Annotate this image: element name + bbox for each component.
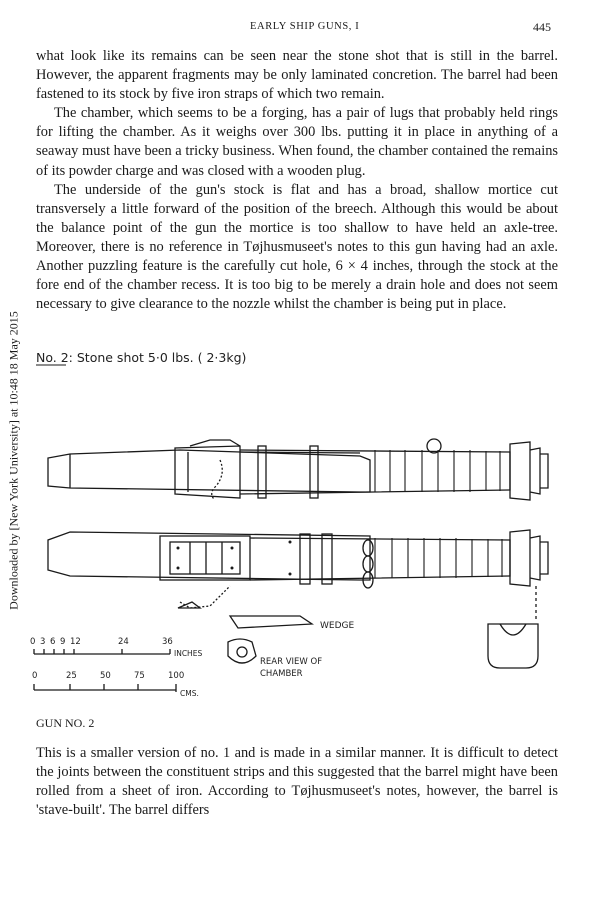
wedge-drawing — [230, 616, 312, 628]
rear-view-label: CHAMBER — [260, 669, 303, 679]
svg-text:50: 50 — [100, 671, 111, 681]
running-head: EARLY SHIP GUNS, I — [250, 21, 360, 32]
figure-caption: No. 2: Stone shot 5·0 lbs. ( 2·3kg) — [36, 350, 247, 365]
download-watermark: Downloaded by [New York University] at 10:48 18 May 2015 — [6, 311, 21, 610]
gun-side-view — [48, 439, 548, 500]
page-number: 445 — [533, 20, 551, 34]
section-heading: GUN NO. 2 — [36, 716, 95, 730]
svg-text:INCHES: INCHES — [174, 649, 203, 658]
svg-text:3: 3 — [40, 637, 46, 647]
paragraph: what look like its remains can be seen near the stone shot that is still in the barrel. However, the apparent fragments may be only laminated concretion. The barrel had been fastened to its stock by five iron straps of which two remain. — [36, 48, 558, 103]
scale-bar-cms — [32, 671, 199, 698]
scale-bar-inches — [30, 637, 202, 658]
paragraph: The underside of the gun's stock is flat and has a broad, shallow mortice cut transversely a little forward of the position of the breech. Although this would be about the balance point of the gun the mortice is too shallow to have held an axle-tree. Moreover, there is no reference in Tøjhusmuseet's notes to this gun having had an axle. Another puzzling feature is the carefully cut hole, 6 × 4 inches, through the stock at the fore end of the chamber recess. It is too big to be merely a drain hole and does not seem necessary to give clearance to the nozzle whilst the chamber is being put in place. — [36, 181, 558, 313]
rear-view-chamber-drawing — [228, 639, 256, 663]
svg-text:0: 0 — [32, 671, 38, 681]
body-text-top — [36, 47, 558, 314]
wedge-label: WEDGE — [320, 621, 355, 631]
svg-text:9: 9 — [60, 637, 66, 647]
svg-text:36: 36 — [162, 637, 173, 647]
rear-view-label: REAR VIEW OF — [260, 657, 323, 667]
svg-text:0: 0 — [30, 637, 36, 647]
svg-text:CMS.: CMS. — [180, 689, 199, 698]
svg-text:75: 75 — [134, 671, 145, 681]
paragraph: The chamber, which seems to be a forging, has a pair of lugs that probably held rings for lifting the chamber. As it weighs over 300 lbs. putting it in place in anything of a seaway must have been a tricky business. When found, the chamber contained the remains of its powder charge and was closed with a wooden plug. — [36, 105, 558, 179]
svg-text:100: 100 — [168, 671, 185, 681]
svg-text:6: 6 — [50, 637, 56, 647]
paragraph: This is a smaller version of no. 1 and is made in a similar manner. It is difficult to detect the joints between the constituent strips and this suggested that the barrel might have been rolled from a sheet of iron. According to Tøjhusmuseet's notes, however, the barrel is 'stave-built'. The barrel differs — [36, 745, 558, 819]
svg-text:24: 24 — [118, 637, 129, 647]
body-text-bottom — [36, 744, 558, 820]
gun-plan-view — [48, 530, 548, 620]
bracket-drawing — [488, 624, 538, 668]
gun-drawing-figure — [30, 340, 570, 710]
svg-text:12: 12 — [70, 637, 81, 647]
svg-text:25: 25 — [66, 671, 77, 681]
